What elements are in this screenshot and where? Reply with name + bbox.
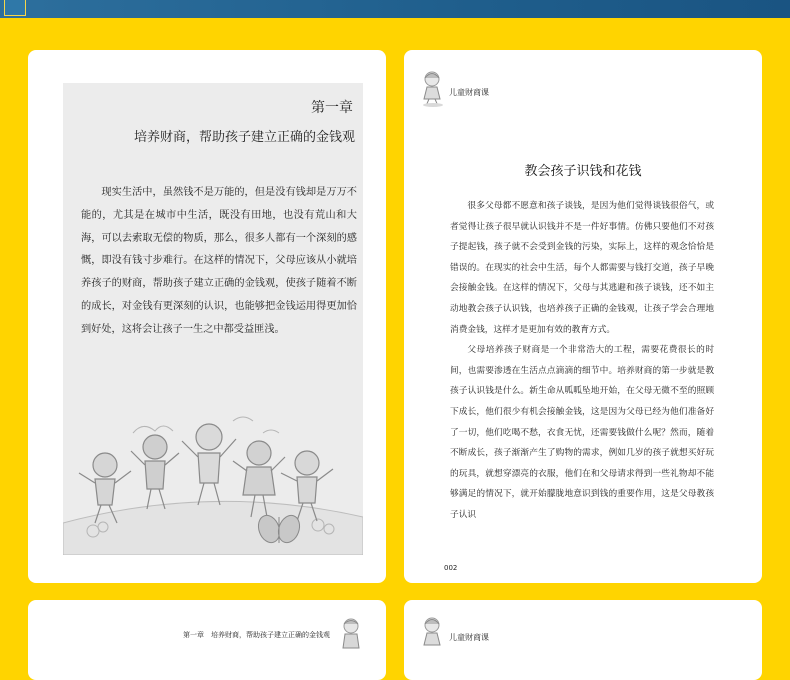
left-page xyxy=(28,50,386,583)
chapter-opener-panel xyxy=(63,83,363,555)
girl-mascot-logo xyxy=(420,70,446,108)
section-body xyxy=(450,196,714,526)
topbar-tab[interactable] xyxy=(4,0,26,16)
top-bar xyxy=(0,0,790,18)
children-playing-illustration xyxy=(63,413,363,555)
next-right-page xyxy=(404,600,762,680)
chapter-number: 第一章 xyxy=(311,100,353,116)
paragraph: 父母培养孩子财商是一个非常浩大的工程，需要花费很长的时间，也需要渗透在生活点点滴滴的细节中。培养财商的第一步就是教孩子认识钱是什么。新生命从呱呱坠地开始，在父母无微不至的照顾下成长，他们很少有机会接触金钱，这是因为父母已经为他们准备好了一切，他们吃喝不愁，衣食无忧，还需要钱做什么呢？然而，随着不断成长，孩子渐渐产生了购物的需求，例如几岁的孩子就想买好玩的玩具，就想穿漂亮的衣服，他们在和父母请求得到一些礼物却不能够满足的情况下，就开始朦胧地意识到钱的重要作用，这是父母教孩子认识 xyxy=(450,345,714,520)
section-title: 教会孩子识钱和花钱 xyxy=(524,164,642,179)
paragraph: 很多父母都不愿意和孩子谈钱，是因为他们觉得谈钱很俗气，或者觉得让孩子很早就认识钱并不是一件好事情。仿佛只要他们不对孩子提起钱，孩子就不会受到金钱的污染，实际上，这样的观念恰恰是错误的。在现实的社会中生活，每个人都需要与钱打交道，孩子早晚会接触金钱。在这样的情况下，父母与其逃避和孩子谈钱，还不如主动地教会孩子认识钱，也培养孩子正确的金钱观，让孩子学会合理地消费金钱，这样才是更加有效的教育方式。 xyxy=(450,201,714,335)
girl-mascot-logo xyxy=(420,616,446,656)
running-header-title: 儿童财商课 xyxy=(449,88,489,97)
running-header-title: 儿童财商课 xyxy=(449,633,489,642)
next-left-page xyxy=(28,600,386,680)
running-header-chapter: 第一章 培养财商，帮助孩子建立正确的金钱观 xyxy=(183,631,330,639)
chapter-title: 培养财商，帮助孩子建立正确的金钱观 xyxy=(133,130,355,145)
page-number: 002 xyxy=(444,564,458,572)
chapter-intro-text: 现实生活中，虽然钱不是万能的，但是没有钱却是万万不能的，尤其是在城市中生活，既没有田地，也没有荒山和大海，可以去索取无偿的物质，那么，很多人都有一个深刻的感慨，即没有钱寸步难行。在这样的情况下，父母应该从小就培养孩子的财商，帮助孩子建立正确的金钱观，使孩子随着不断的成长，对金钱有更深刻的认识，也能够把金钱运用得更加恰到好处，这将会让孩子一生之中都受益匪浅。 xyxy=(81,187,357,335)
right-page xyxy=(404,50,762,583)
boy-mascot-logo xyxy=(338,616,364,656)
